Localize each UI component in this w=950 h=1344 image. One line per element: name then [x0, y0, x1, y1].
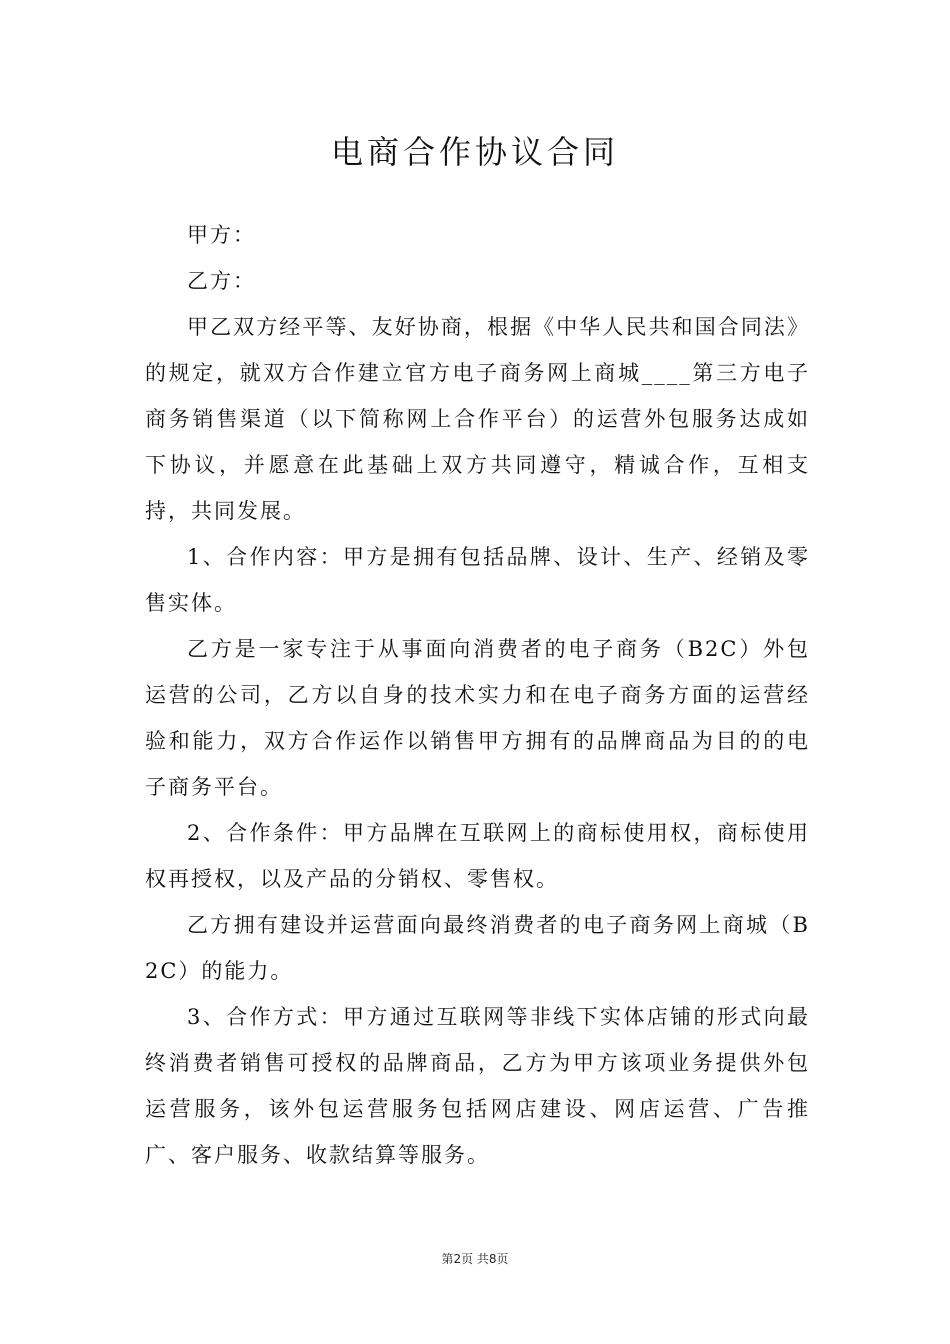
clause-1-party-b-description: 乙方是一家专注于从事面向消费者的电子商务（B2C）外包运营的公司，乙方以自身的技术实力和在电子商务方面的运营经验和能力，双方合作运作以销售甲方拥有的品牌商品为目的的电子商务平台。 [145, 637, 810, 799]
clause-3-cooperation-method: 3、合作方式：甲方通过互联网等非线下实体店铺的形式向最终消费者销售可授权的品牌商品，乙方为甲方该项业务提供外包运营服务，该外包运营服务包括网店建设、网店运营、广告推广、客户服务、收款结算等服务。 [145, 1005, 810, 1167]
preamble-paragraph: 甲乙双方经平等、友好协商，根据《中华人民共和国合同法》的规定，就双方合作建立官方电子商务网上商城____第三方电子商务销售渠道（以下简称网上合作平台）的运营外包服务达成如下协议，并愿意在此基础上双方共同遵守，精诚合作，互相支持，共同发展。 [145, 315, 810, 523]
document-title: 电商合作协议合同 [330, 133, 619, 171]
clause-2-cooperation-conditions: 2、合作条件：甲方品牌在互联网上的商标使用权，商标使用权再授权，以及产品的分销权、零售权。 [145, 821, 810, 891]
clause-2-party-b-capability: 乙方拥有建设并运营面向最终消费者的电子商务网上商城（B2C）的能力。 [145, 913, 810, 983]
clause-1-cooperation-content: 1、合作内容：甲方是拥有包括品牌、设计、生产、经销及零售实体。 [145, 545, 810, 615]
page-number-footer: 第2页 共8页 [441, 1252, 509, 1266]
party-a-line: 甲方： [187, 223, 256, 247]
document-body [145, 212, 810, 1178]
party-b-line: 乙方： [187, 269, 256, 293]
